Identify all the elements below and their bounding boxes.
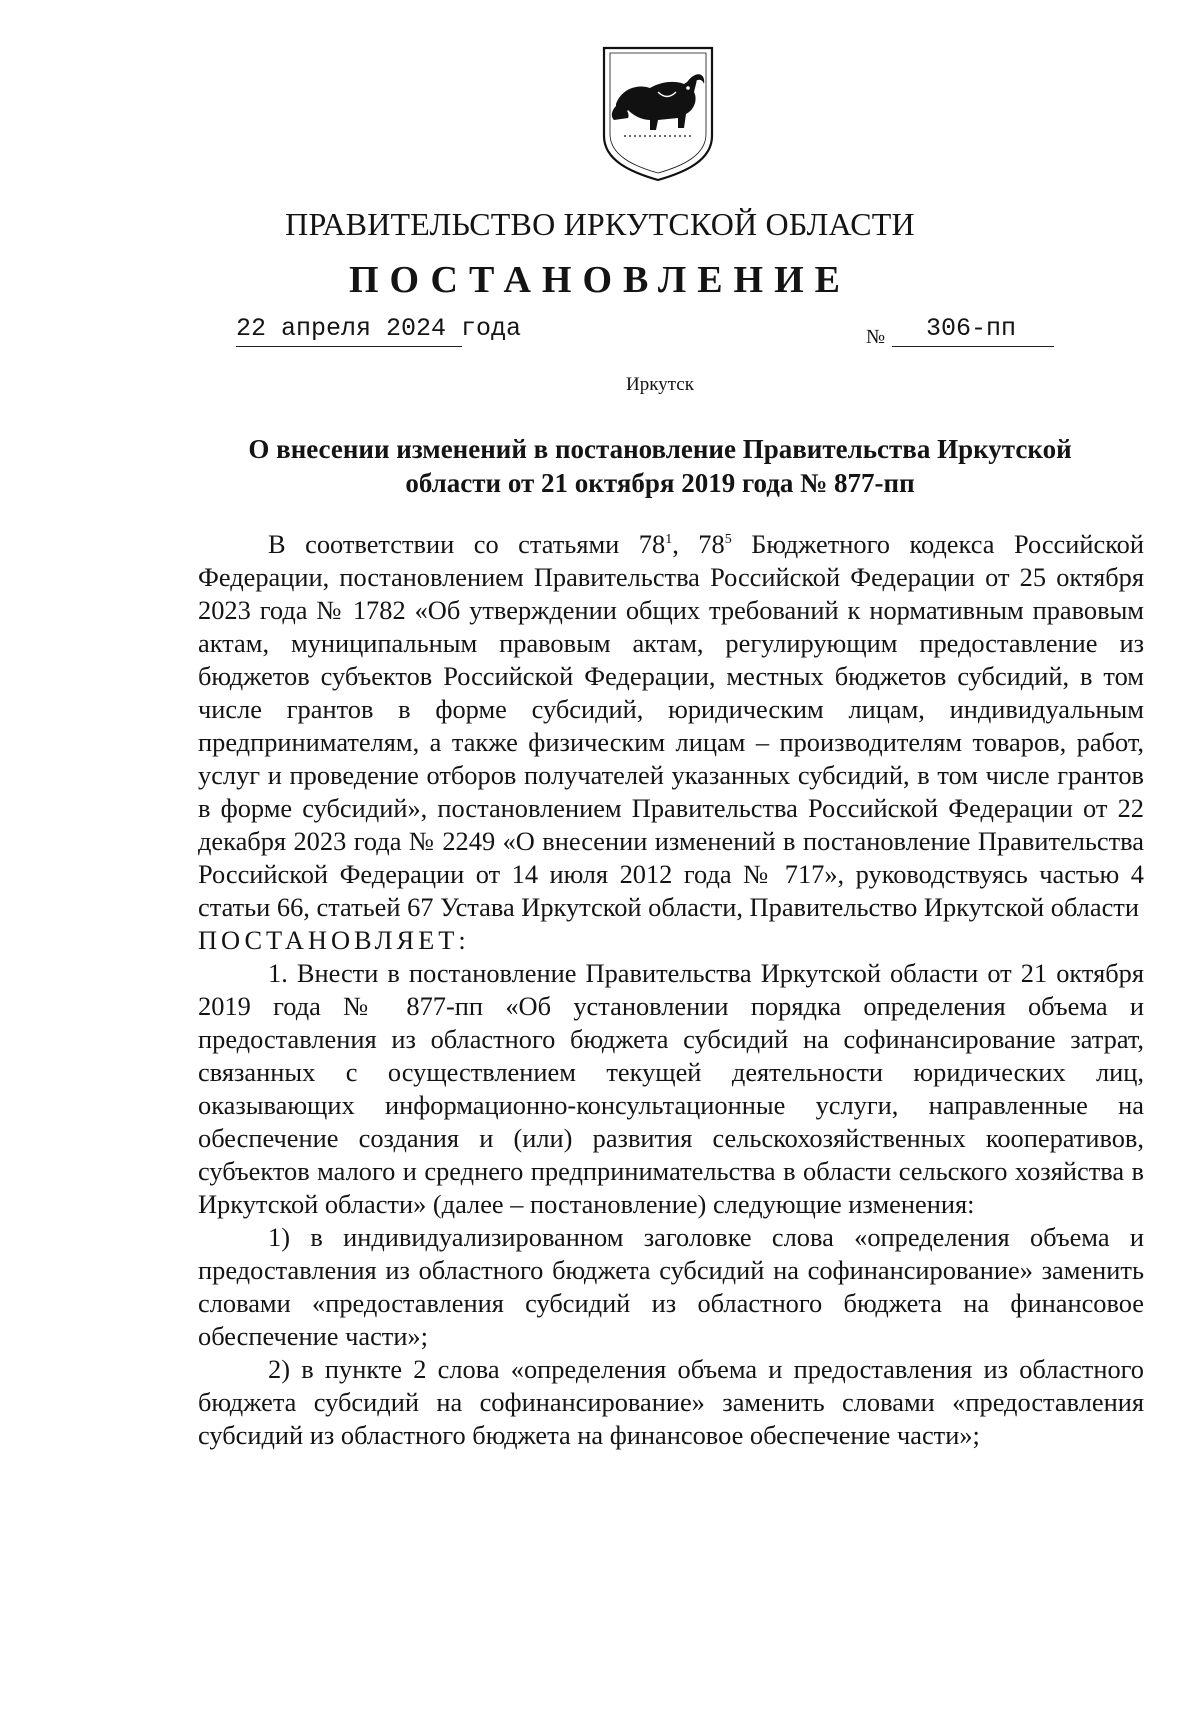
coat-of-arms-icon: [598, 44, 718, 184]
document-body: [198, 528, 1144, 1452]
decree-word: ПОСТАНОВЛЯЕТ:: [198, 925, 470, 955]
subclause-1-paragraph: 1) в индивидуализированном заголовке слова «определения объема и предоставления из областного бюджета субсидий на софинансирование» заменить словами «предоставления субсидий из областного бюджета на финансовое обеспечение части»;: [198, 1222, 1144, 1351]
city-name: Иркутск: [626, 374, 694, 395]
subclause-2-paragraph: 2) в пункте 2 слова «определения объема и предоставления из областного бюджета субсидий на софинансирование» заменить словами «предоставления субсидий из областного бюджета на финансовое обеспечение части»;: [198, 1354, 1144, 1450]
preamble-rest: Бюджетного кодекса Российской Федерации, постановлением Правительства Российской Федерации от 25 октября 2023 года № 1782 «Об утверждении общих требований к нормативным правовым актам, муниципальным правовым актам, регулирующим предоставление из бюджетов субъектов Российской Федерации, местных бюджетов субсидий, в том числе грантов в форме субсидий, юридическим лицам, индивидуальным предпринимателям, а также физическим лицам – производителям товаров, работ, услуг и проведение отборов получателей указанных субсидий, в том числе грантов в форме субсидий», постановлением Правительства Российской Федерации от 22 декабря 2023 года № 2249 «О внесении изменений в постановление Правительства Российской Федерации от 14 июля 2012 года № 717», руководствуясь частью 4 статьи 66, статьей 67 Устава Иркутской области, Правительство Иркутской области: [198, 529, 1145, 922]
superscript-1: 1: [665, 532, 673, 548]
title-line-2: области от 21 октября 2019 года № 877-пп: [405, 468, 915, 498]
document-date: 22 апреля 2024 года: [236, 314, 522, 343]
document-type: ПОСТАНОВЛЕНИЕ: [348, 259, 852, 301]
organization-name: ПРАВИТЕЛЬСТВО ИРКУТСКОЙ ОБЛАСТИ: [285, 206, 915, 242]
document-number: 306-пп: [926, 314, 1017, 343]
title-line-1: О внесении изменений в постановление Правительства Иркутской: [248, 434, 1072, 464]
preamble-start: В соответствии со статьями 78: [268, 529, 666, 559]
document-title: [200, 432, 1120, 500]
coat-of-arms-emblem: [598, 44, 718, 184]
preamble-mid: , 78: [672, 529, 725, 559]
superscript-5: 5: [724, 532, 732, 548]
clause-1-paragraph: 1. Внести в постановление Правительства Иркутской области от 21 октября 2019 года № 877-пп «Об установлении порядка определения объема и предоставления из областного бюджета субсидий на софинансирование затрат, связанных с осуществлением текущей деятельности юридических лиц, оказывающих информационно-консультационные услуги, направленные на обеспечение создания и (или) развития сельскохозяйственных кооперативов, субъектов малого и среднего предпринимательства в области сельского хозяйства в Иркутской области» (далее – постановление) следующие изменения:: [198, 958, 1144, 1219]
date-field: [236, 314, 522, 347]
preamble-paragraph: [198, 528, 1144, 924]
number-field: [892, 314, 1054, 347]
number-sign: №: [866, 326, 886, 348]
